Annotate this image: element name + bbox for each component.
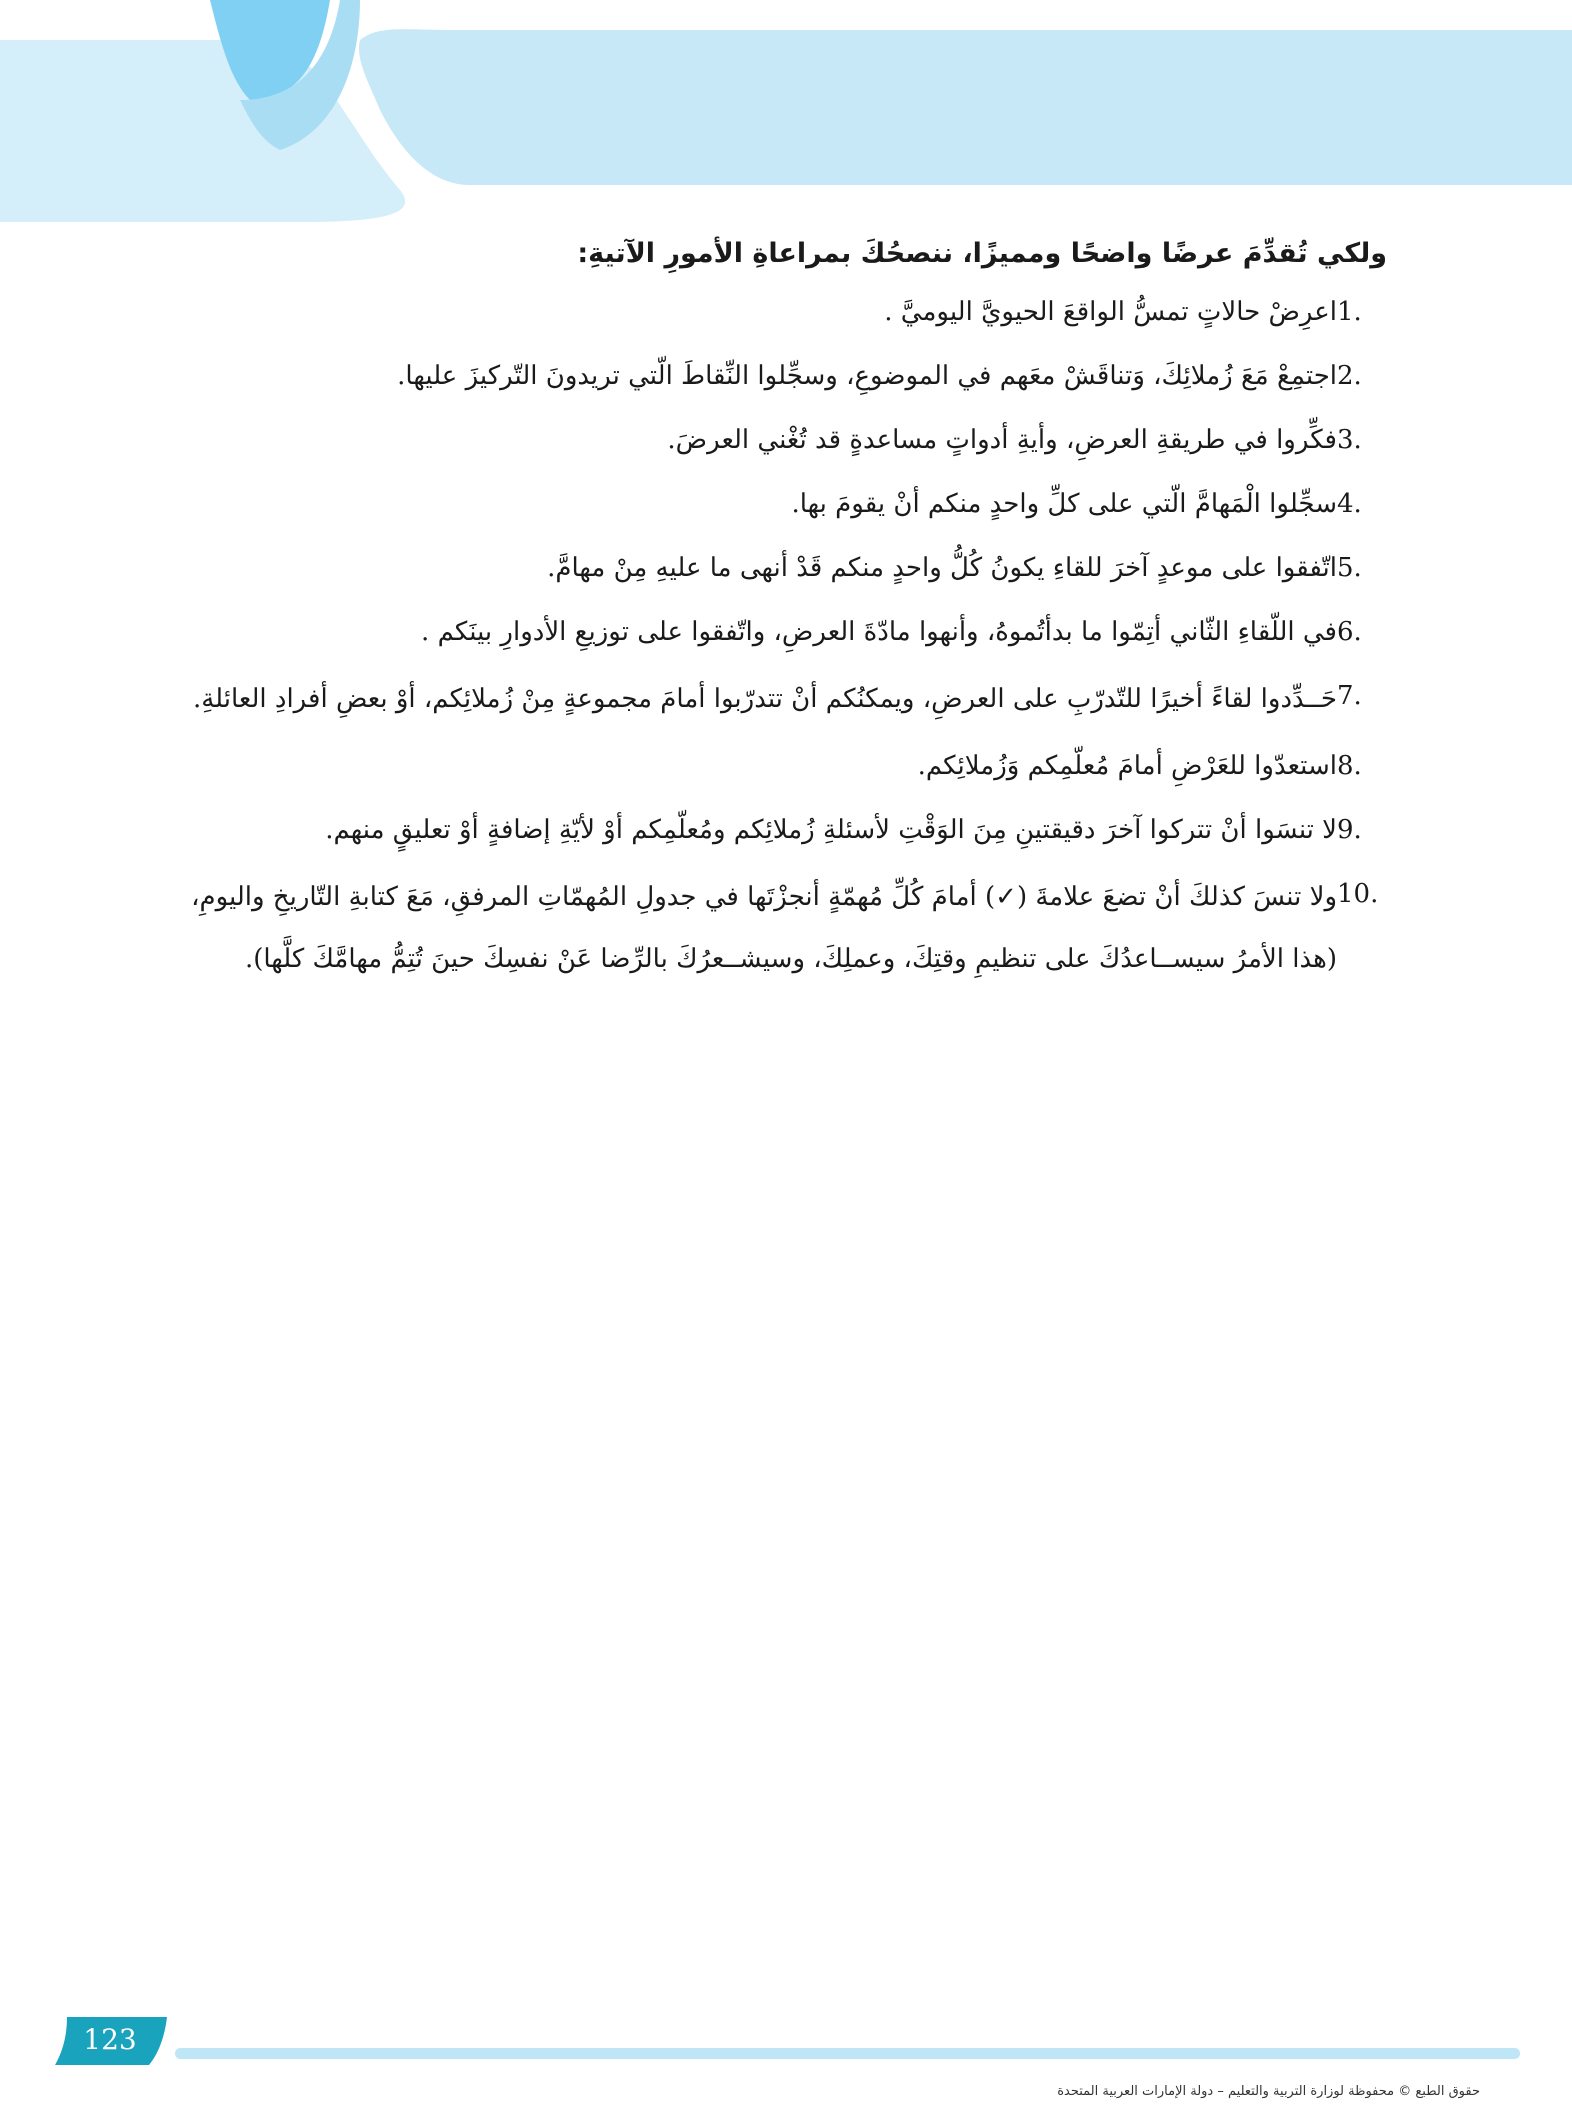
item-text: ولا تنسَ كذلكَ أنْ تضعَ علامةَ (✓) أمامَ كُلِّ مُهمّةٍ أنجزْتَها في جدولِ المُهمّاتِ المرفقِ، مَعَ كتابةِ التّاريخِ واليومِ، (هذا الأمرُ سيســاعدُكَ على تنظيمِ وقتِكَ، وعملِكَ، وسيشــعرُكَ بالرِّضا عَنْ نفسِكَ حينَ تُتِمُّ مهامَّكَ كلَّها). bbox=[191, 882, 1337, 974]
item-text: سجِّلوا الْمَهامَّ الّتي على كلِّ واحدٍ منكم أنْ يقومَ بها. bbox=[791, 489, 1337, 519]
intro-heading: ولكي تُقدِّمَ عرضًا واضحًا ومميزًا، ننصحُكَ بمراعاةِ الأمورِ الآتيةِ: bbox=[577, 238, 1387, 269]
item-text: فكِّروا في طريقةِ العرضِ، وأيةِ أدواتٍ مساعدةٍ قد تُغْني العرضَ. bbox=[667, 425, 1337, 455]
list-item bbox=[147, 738, 1387, 794]
list-item bbox=[147, 476, 1387, 532]
item-number: 7. bbox=[1337, 681, 1362, 711]
list-item bbox=[147, 802, 1387, 858]
item-text: لا تنسَوا أنْ تتركوا آخرَ دقيقتينِ مِنَ الوَقْتِ لأسئلةِ زُملائِكم ومُعلّمِكم أوْ لأيّةِ إضافةٍ أوْ تعليقٍ منهم. bbox=[325, 815, 1337, 845]
item-text: استعدّوا للعَرْضِ أمامَ مُعلّمِكم وَزُملائِكم. bbox=[917, 751, 1337, 781]
footer-decoration bbox=[55, 2005, 1525, 2075]
item-number: 5. bbox=[1337, 553, 1362, 583]
header-decoration bbox=[0, 0, 1572, 230]
list-item bbox=[147, 412, 1387, 468]
item-text: اتّفقوا على موعدٍ آخرَ للقاءِ يكونُ كُلُّ واحدٍ منكم قَدْ أنهى ما عليهِ مِنْ مهامَّ. bbox=[547, 553, 1337, 583]
item-number: 10. bbox=[1337, 879, 1379, 909]
item-number: 9. bbox=[1337, 815, 1362, 845]
main-content bbox=[147, 232, 1387, 998]
list-item bbox=[147, 284, 1387, 340]
page-number: 123 bbox=[83, 2023, 137, 2056]
copyright-notice: حقوق الطبع © محفوظة لوزارة التربية والتعليم – دولة الإمارات العربية المتحدة bbox=[1057, 2084, 1480, 2099]
list-item bbox=[147, 540, 1387, 596]
item-number: 8. bbox=[1337, 751, 1362, 781]
list-item bbox=[147, 866, 1387, 990]
item-number: 6. bbox=[1337, 617, 1362, 647]
item-number: 4. bbox=[1337, 489, 1362, 519]
list-item bbox=[147, 668, 1387, 730]
header-band-right bbox=[359, 29, 1572, 185]
item-number: 1. bbox=[1337, 297, 1362, 327]
list-item bbox=[147, 604, 1387, 660]
item-text: اجتمِعْ مَعَ زُملائِكَ، وَتناقَشْ معَهم في الموضوعِ، وسجِّلوا النِّقاطَ الّتي تريدونَ التّركيزَ عليها. bbox=[397, 361, 1337, 391]
item-number: 2. bbox=[1337, 361, 1362, 391]
item-text: اعرِضْ حالاتٍ تمسُّ الواقعَ الحيويَّ اليوميَّ . bbox=[884, 297, 1337, 327]
item-text: في اللّقاءِ الثّاني أتِمّوا ما بدأتُموهُ، وأنهوا مادّةَ العرضِ، واتّفقوا على توزيعِ الأدوارِ بينَكم . bbox=[421, 617, 1337, 647]
item-text: حَــدِّدوا لقاءً أخيرًا للتّدرّبِ على العرضِ، ويمكنُكم أنْ تتدرّبوا أمامَ مجموعةٍ مِنْ زُملائِكم، أوْ بعضِ أفرادِ العائلةِ. bbox=[192, 684, 1337, 714]
list-item bbox=[147, 348, 1387, 404]
item-number: 3. bbox=[1337, 425, 1362, 455]
footer-rule bbox=[175, 2048, 1520, 2059]
instructions-list bbox=[147, 284, 1387, 990]
